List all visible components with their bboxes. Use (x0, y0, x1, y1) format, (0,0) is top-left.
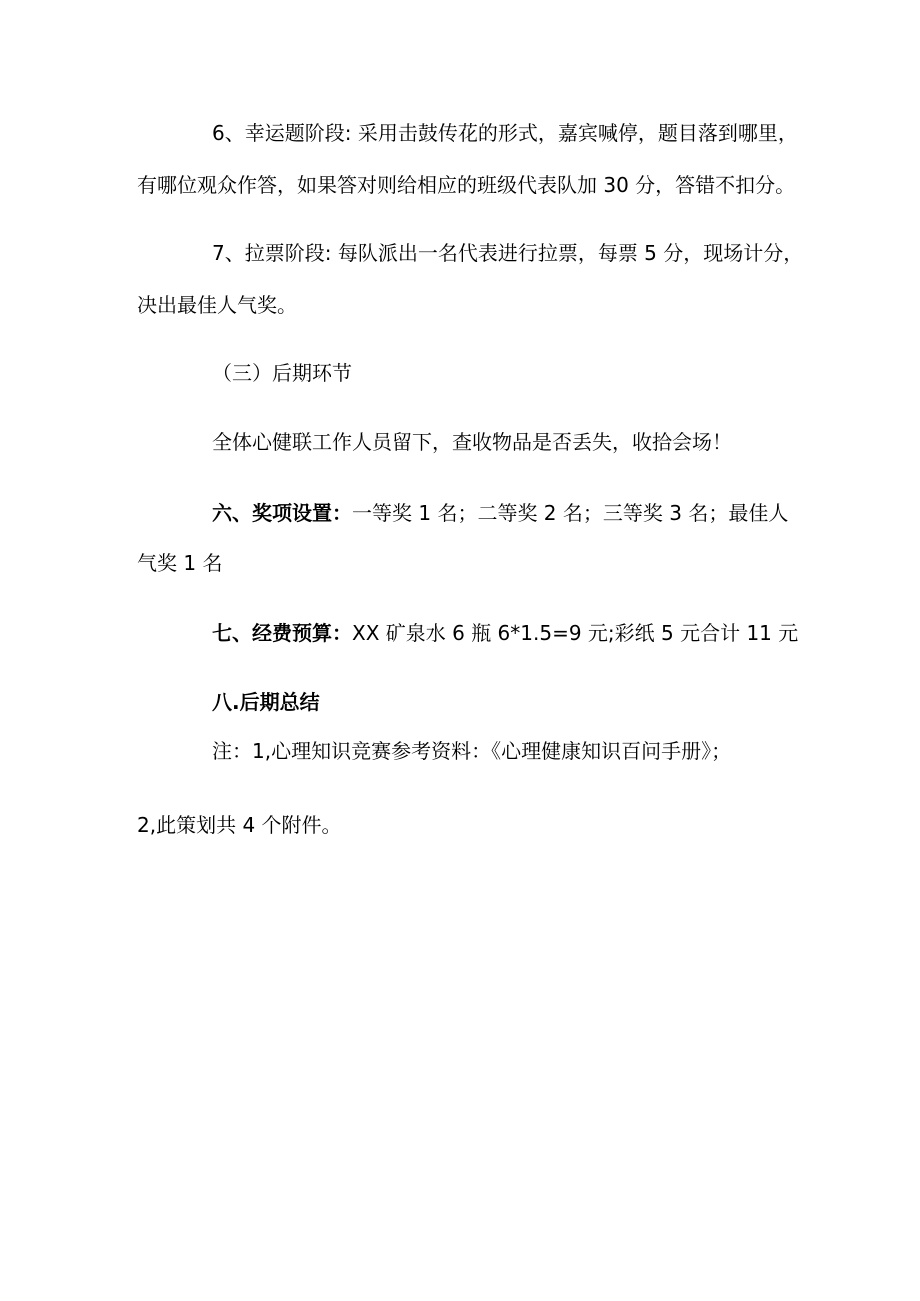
note-line-1: 注：1,心理知识竞赛参考资料：《心理健康知识百问手册》； (212, 739, 732, 763)
section-6-line-2: 气奖 1 名 (137, 551, 223, 575)
note-line-2: 2,此策划共 4 个附件。 (137, 813, 342, 837)
section-6-text: 一等奖 1 名；二等奖 2 名；三等奖 3 名；最佳人 (352, 501, 789, 525)
section-7-text: XX 矿泉水 6 瓶 6*1.5=9 元;彩纸 5 元合计 11 元 (352, 621, 799, 645)
paragraph-6-line-1: 6、幸运题阶段: 采用击鼓传花的形式，嘉宾喊停，题目落到哪里， (212, 121, 798, 145)
section-6-heading: 六、奖项设置： (212, 501, 352, 525)
section-7-line (212, 619, 798, 647)
paragraph-7-line-1: 7、拉票阶段: 每队派出一名代表进行拉票，每票 5 分，现场计分， (212, 241, 804, 265)
paragraph-7-line-2: 决出最佳人气奖。 (137, 293, 297, 317)
subsection-3-title: （三）后期环节 (212, 361, 352, 385)
section-6-line-1 (212, 499, 788, 527)
subsection-3-text: 全体心健联工作人员留下，查收物品是否丢失，收拾会场！ (212, 430, 732, 454)
section-7-heading: 七、经费预算： (212, 621, 352, 645)
paragraph-6-line-2: 有哪位观众作答，如果答对则给相应的班级代表队加 30 分，答错不扣分。 (137, 173, 796, 197)
section-8-heading: 八.后期总结 (212, 690, 320, 714)
